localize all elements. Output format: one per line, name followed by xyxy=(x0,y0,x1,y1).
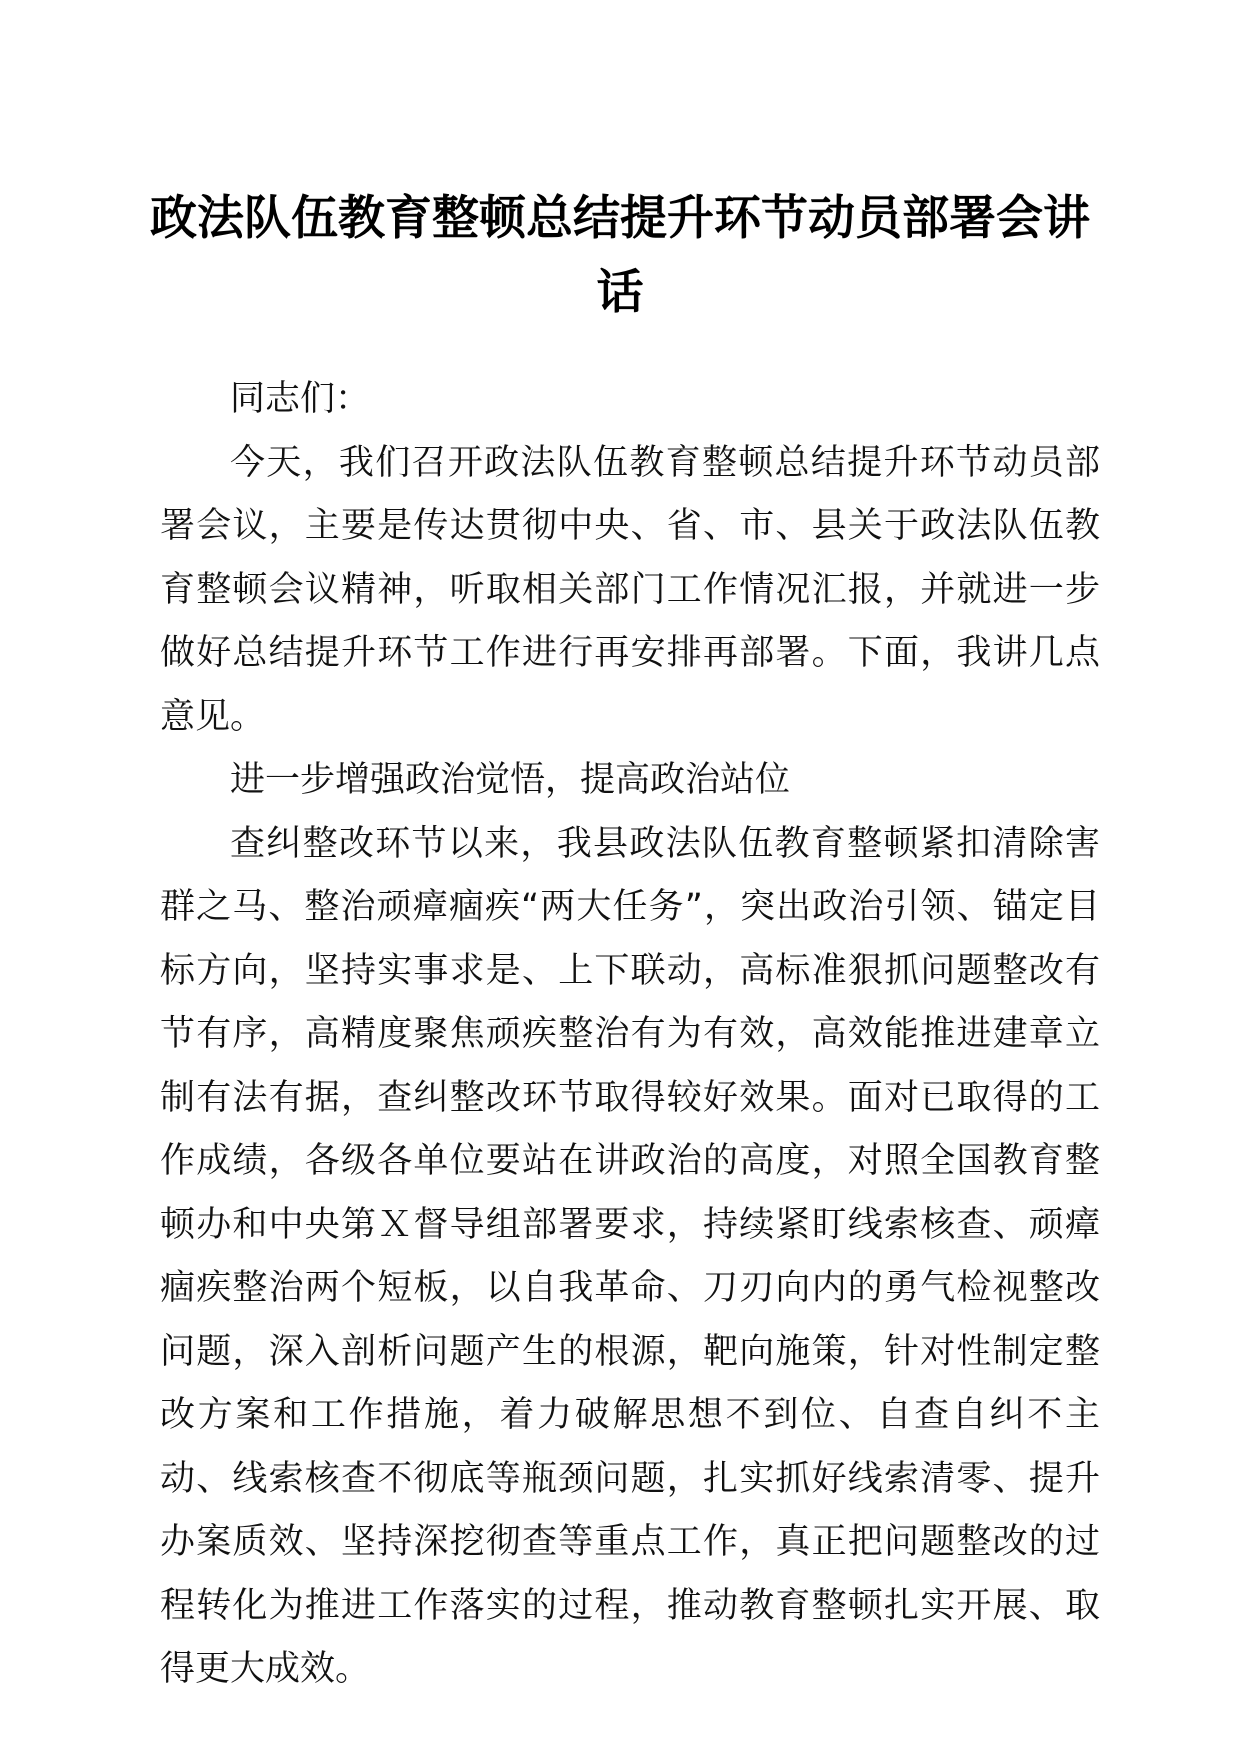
document-title: 政法队伍教育整顿总结提升环节动员部署会讲话 xyxy=(150,191,1090,320)
document-body xyxy=(160,368,1100,1702)
paragraph-opening: 今天，我们召开政法队伍教育整顿总结提升环节动员部署会议，主要是传达贯彻中央、省、市、县关于政法队伍教育整顿会议精神，听取相关部门工作情况汇报，并就进一步做好总结提升环节工作进行再安排再部署。下面，我讲几点意见。 xyxy=(160,442,1100,737)
salutation: 同志们： xyxy=(230,379,371,419)
section-heading: 进一步增强政治觉悟，提高政治站位 xyxy=(230,760,791,800)
paragraph-body: 查纠整改环节以来，我县政法队伍教育整顿紧扣清除害群之马、整治顽瘴痼疾“两大任务”，突出政治引领、锚定目标方向，坚持实事求是、上下联动，高标准狠抓问题整改有节有序，高精度聚焦顽疾整治有为有效，高效能推进建章立制有法有据，查纠整改环节取得较好效果。面对已取得的工作成绩，各级各单位要站在讲政治的高度，对照全国教育整顿办和中央第Ｘ督导组部署要求，持续紧盯线索核查、顽瘴痼疾整治两个短板，以自我革命、刀刃向内的勇气检视整改问题，深入剖析问题产生的根源，靶向施策，针对性制定整改方案和工作措施，着力破解思想不到位、自查自纠不主动、线索核查不彻底等瓶颈问题，扎实抓好线索清零、提升办案质效、坚持深挖彻查等重点工作，真正把问题整改的过程转化为推进工作落实的过程，推动教育整顿扎实开展、取得更大成效。 xyxy=(160,823,1100,1689)
